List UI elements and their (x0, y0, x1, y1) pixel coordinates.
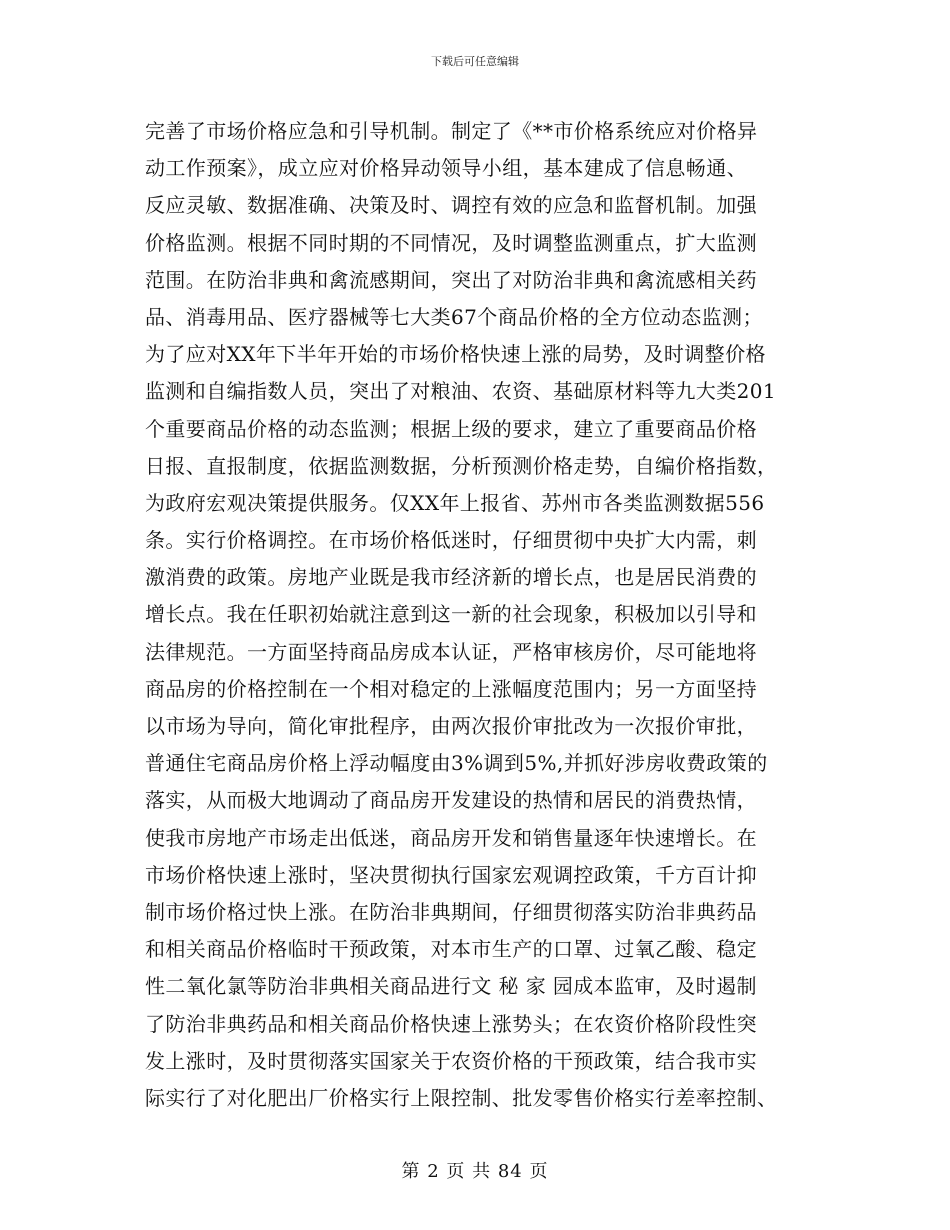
text-line: 商品房的价格控制在一个相对稳定的上涨幅度范围内；另一方面坚持 (145, 676, 757, 701)
text-line: 完善了市场价格应急和引导机制。制定了《**市价格系统应对价格异 (145, 119, 758, 143)
text-line: 为了应对XX年下半年开始的市场价格快速上涨的局势，及时调整价格 (145, 342, 766, 367)
text-line: 落实，从而极大地调动了商品房开发建设的热情和居民的消费热情， (145, 788, 757, 813)
text-line: 际实行了对化肥出厂价格实行上限控制、批发零售价格实行差率控制、 (145, 1085, 778, 1110)
text-line: 普通住宅商品房价格上浮动幅度由3%调到5%,并抓好涉房收费政策的 (145, 751, 768, 776)
text-line: 价格监测。根据不同时期的不同情况，及时调整监测重点，扩大监测 (145, 230, 757, 255)
text-line: 市场价格快速上涨时，坚决贯彻执行国家宏观调控政策，千方百计抑 (145, 862, 757, 887)
text-line: 反应灵敏、数据准确、决策及时、调控有效的应急和监督机制。加强 (145, 193, 757, 218)
page-number-footer: 第 2 页 共 84 页 (401, 1161, 549, 1182)
text-line: 监测和自编指数人员，突出了对粮油、农资、基础原材料等九大类201 (145, 379, 776, 404)
text-line: 和相关商品价格临时干预政策，对本市生产的口罩、过氧乙酸、稳定 (145, 937, 757, 962)
text-line: 品、消毒用品、医疗器械等七大类67个商品价格的全方位动态监测； (145, 304, 763, 329)
text-line: 使我市房地产市场走出低迷，商品房开发和销售量逐年快速增长。在 (145, 825, 757, 850)
page-header: 下载后可任意编辑 (431, 55, 519, 68)
text-line: 以市场为导向，简化审批程序，由两次报价审批改为一次报价审批， (145, 714, 757, 738)
text-line: 制市场价格过快上涨。在防治非典期间，仔细贯彻落实防治非典药品 (145, 899, 757, 924)
text-line: 日报、直报制度，依据监测数据，分析预测价格走势，自编价格指数， (145, 453, 778, 478)
text-line: 性二氧化氯等防治非典相关商品进行文 秘 家 园成本监审，及时遏制 (145, 974, 757, 999)
text-line: 条。实行价格调控。在市场价格低迷时，仔细贯彻中央扩大内需，刺 (145, 528, 757, 553)
text-line: 为政府宏观决策提供服务。仅XX年上报省、苏州市各类监测数据556 (145, 490, 765, 515)
text-line: 范围。在防治非典和禽流感期间，突出了对防治非典和禽流感相关药 (145, 267, 757, 292)
text-line: 法律规范。一方面坚持商品房成本认证，严格审核房价，尽可能地将 (145, 639, 757, 664)
document-body (145, 113, 825, 1117)
text-line: 发上涨时，及时贯彻落实国家关于农资价格的干预政策，结合我市实 (145, 1048, 757, 1073)
text-line: 增长点。我在任职初始就注意到这一新的社会现象，积极加以引导和 (145, 602, 757, 627)
text-line: 个重要商品价格的动态监测；根据上级的要求，建立了重要商品价格 (145, 416, 757, 441)
text-line: 动工作预案》，成立应对价格异动领导小组，基本建成了信息畅通、 (145, 156, 747, 181)
text-line: 了防治非典药品和相关商品价格快速上涨势头；在农资价格阶段性突 (145, 1011, 757, 1036)
text-line: 激消费的政策。房地产业既是我市经济新的增长点，也是居民消费的 (145, 565, 757, 590)
